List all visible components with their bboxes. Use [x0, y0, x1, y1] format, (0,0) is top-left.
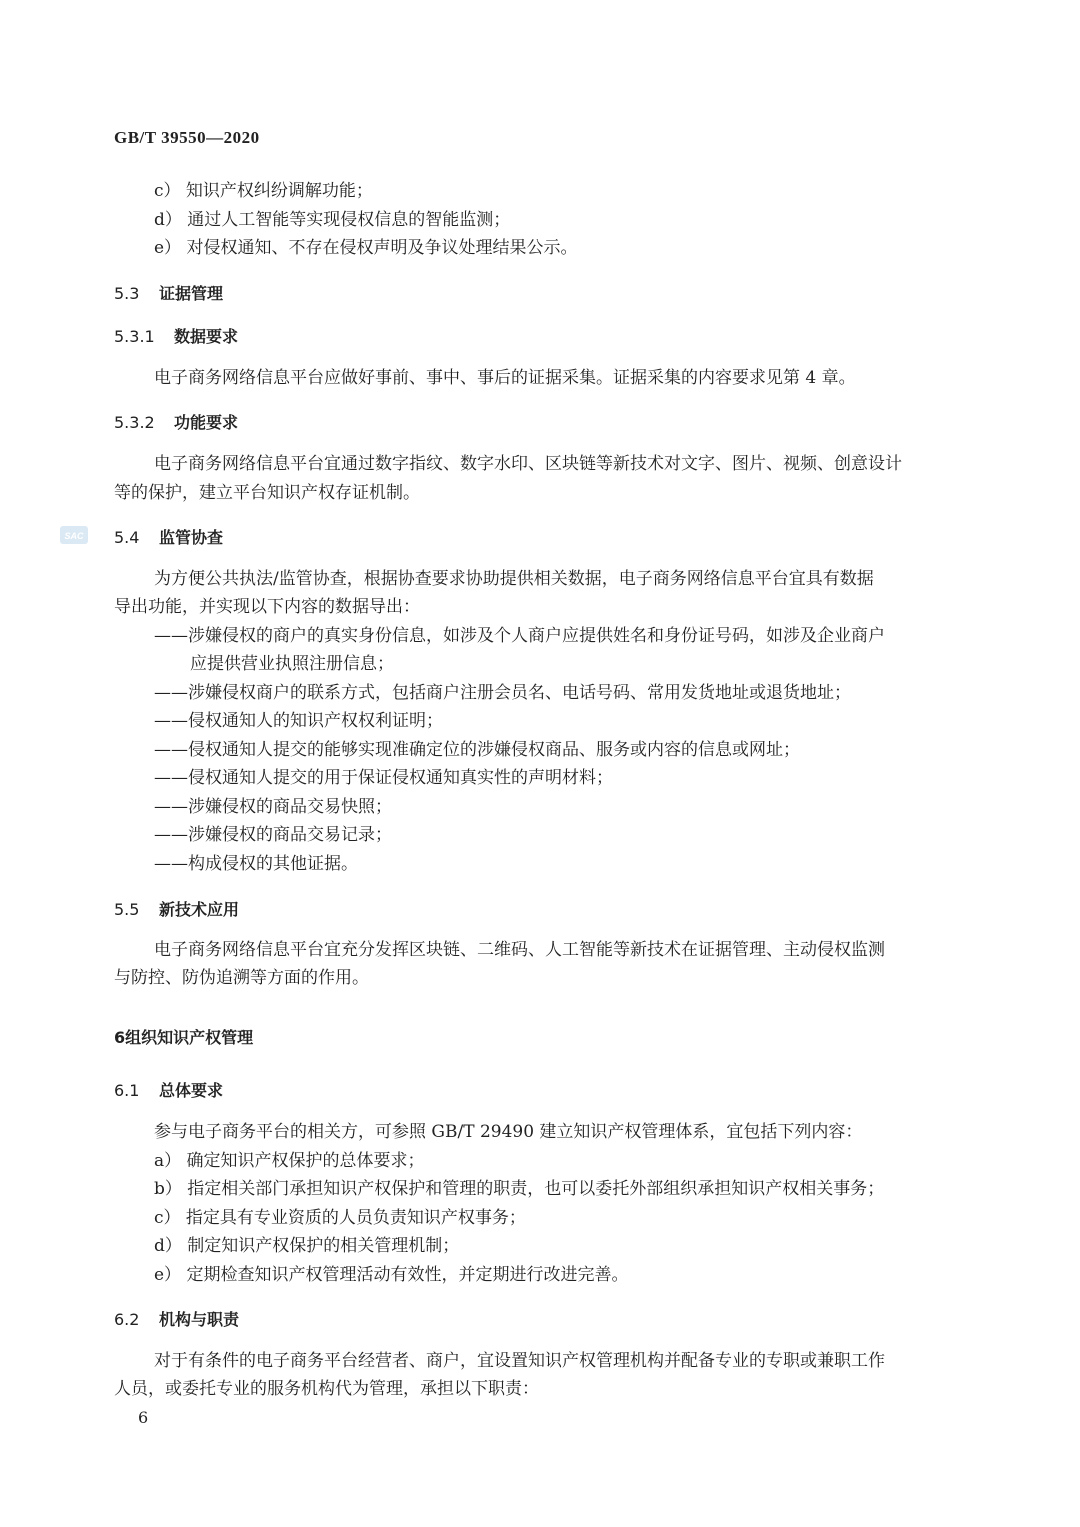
section-heading-h61: [114, 1078, 223, 1101]
sac-logo-icon: [60, 526, 88, 544]
section-number: 6: [114, 1028, 126, 1047]
svg-text:SAC: SAC: [64, 531, 84, 541]
section-title: 数据要求: [174, 327, 239, 346]
section-number: 5.3: [114, 284, 140, 303]
standard-code: GB/T 39550—2020: [114, 128, 260, 147]
text-line-c1: c） 知识产权纠纷调解功能；: [154, 181, 373, 201]
section-title: 机构与职责: [159, 1310, 240, 1329]
text-line-a2: a） 确定知识产权保护的总体要求；: [154, 1151, 425, 1171]
text-line-p62a: 对于有条件的电子商务平台经营者、商户，宜设置知识产权管理机构并配备专业的专职或兼职工作: [154, 1351, 885, 1371]
text-line-b4: ——侵权通知人提交的能够实现准确定位的涉嫌侵权商品、服务或内容的信息或网址；: [154, 740, 800, 760]
text-line-p55b: 与防控、防伪追溯等方面的作用。: [114, 968, 369, 988]
section-number: 5.5: [114, 900, 140, 919]
section-title: 新技术应用: [159, 900, 240, 919]
section-title: 总体要求: [159, 1081, 224, 1100]
section-number: 5.3.2: [114, 413, 155, 432]
section-heading-h54: [114, 525, 223, 548]
section-title: 组织知识产权管理: [125, 1028, 254, 1047]
text-line-b5: ——侵权通知人提交的用于保证侵权通知真实性的声明材料；: [154, 768, 613, 788]
section-heading-h55: [114, 897, 239, 920]
section-heading-h531: [114, 324, 238, 347]
text-line-p61: 参与电子商务平台的相关方，可参照 GB/T 29490 建立知识产权管理体系，宜包括下列内容：: [154, 1122, 863, 1142]
section-heading-h53: [114, 281, 223, 304]
text-line-d1: d） 通过人工智能等实现侵权信息的智能监测；: [154, 210, 511, 230]
page-number: 6: [138, 1408, 149, 1427]
section-heading-h6: [114, 1025, 253, 1048]
text-line-b7: ——涉嫌侵权的商品交易记录；: [154, 825, 392, 845]
text-line-b1a: ——涉嫌侵权的商户的真实身份信息，如涉及个人商户应提供姓名和身份证号码，如涉及企业商户: [154, 626, 885, 646]
text-line-p531: 电子商务网络信息平台应做好事前、事中、事后的证据采集。证据采集的内容要求见第 4 章。: [154, 368, 856, 388]
text-line-b8: ——构成侵权的其他证据。: [154, 854, 358, 874]
section-title: 证据管理: [159, 284, 224, 303]
text-line-b2: ——涉嫌侵权商户的联系方式，包括商户注册会员名、电话号码、常用发货地址或退货地址；: [154, 683, 851, 703]
section-heading-h62: [114, 1307, 239, 1330]
text-line-b2l: b） 指定相关部门承担知识产权保护和管理的职责，也可以委托外部组织承担知识产权相关事务；: [154, 1179, 885, 1199]
text-line-p54a: 为方便公共执法/监管协查，根据协查要求协助提供相关数据，电子商务网络信息平台宜具有数据: [154, 569, 874, 589]
text-line-d2: d） 制定知识产权保护的相关管理机制；: [154, 1236, 460, 1256]
section-heading-h532: [114, 410, 238, 433]
text-line-c2: c） 指定具有专业资质的人员负责知识产权事务；: [154, 1208, 526, 1228]
text-line-p55a: 电子商务网络信息平台宜充分发挥区块链、二维码、人工智能等新技术在证据管理、主动侵权监测: [154, 940, 885, 960]
section-number: 6.1: [114, 1081, 140, 1100]
section-number: 6.2: [114, 1310, 140, 1329]
section-number: 5.3.1: [114, 327, 155, 346]
text-line-p532a: 电子商务网络信息平台宜通过数字指纹、数字水印、区块链等新技术对文字、图片、视频、创意设计: [154, 454, 902, 474]
section-title: 功能要求: [174, 413, 239, 432]
text-line-p62b: 人员，或委托专业的服务机构代为管理，承担以下职责：: [114, 1379, 539, 1399]
text-line-p532b: 等的保护，建立平台知识产权存证机制。: [114, 483, 420, 503]
text-line-b1b: 应提供营业执照注册信息；: [190, 654, 394, 674]
text-line-b6: ——涉嫌侵权的商品交易快照；: [154, 797, 392, 817]
text-line-e1: e） 对侵权通知、不存在侵权声明及争议处理结果公示。: [154, 238, 578, 258]
text-line-b3: ——侵权通知人的知识产权权利证明；: [154, 711, 443, 731]
section-title: 监管协查: [159, 528, 224, 547]
text-line-e2: e） 定期检查知识产权管理活动有效性，并定期进行改进完善。: [154, 1265, 629, 1285]
text-line-p54b: 导出功能，并实现以下内容的数据导出：: [114, 597, 420, 617]
section-number: 5.4: [114, 528, 140, 547]
